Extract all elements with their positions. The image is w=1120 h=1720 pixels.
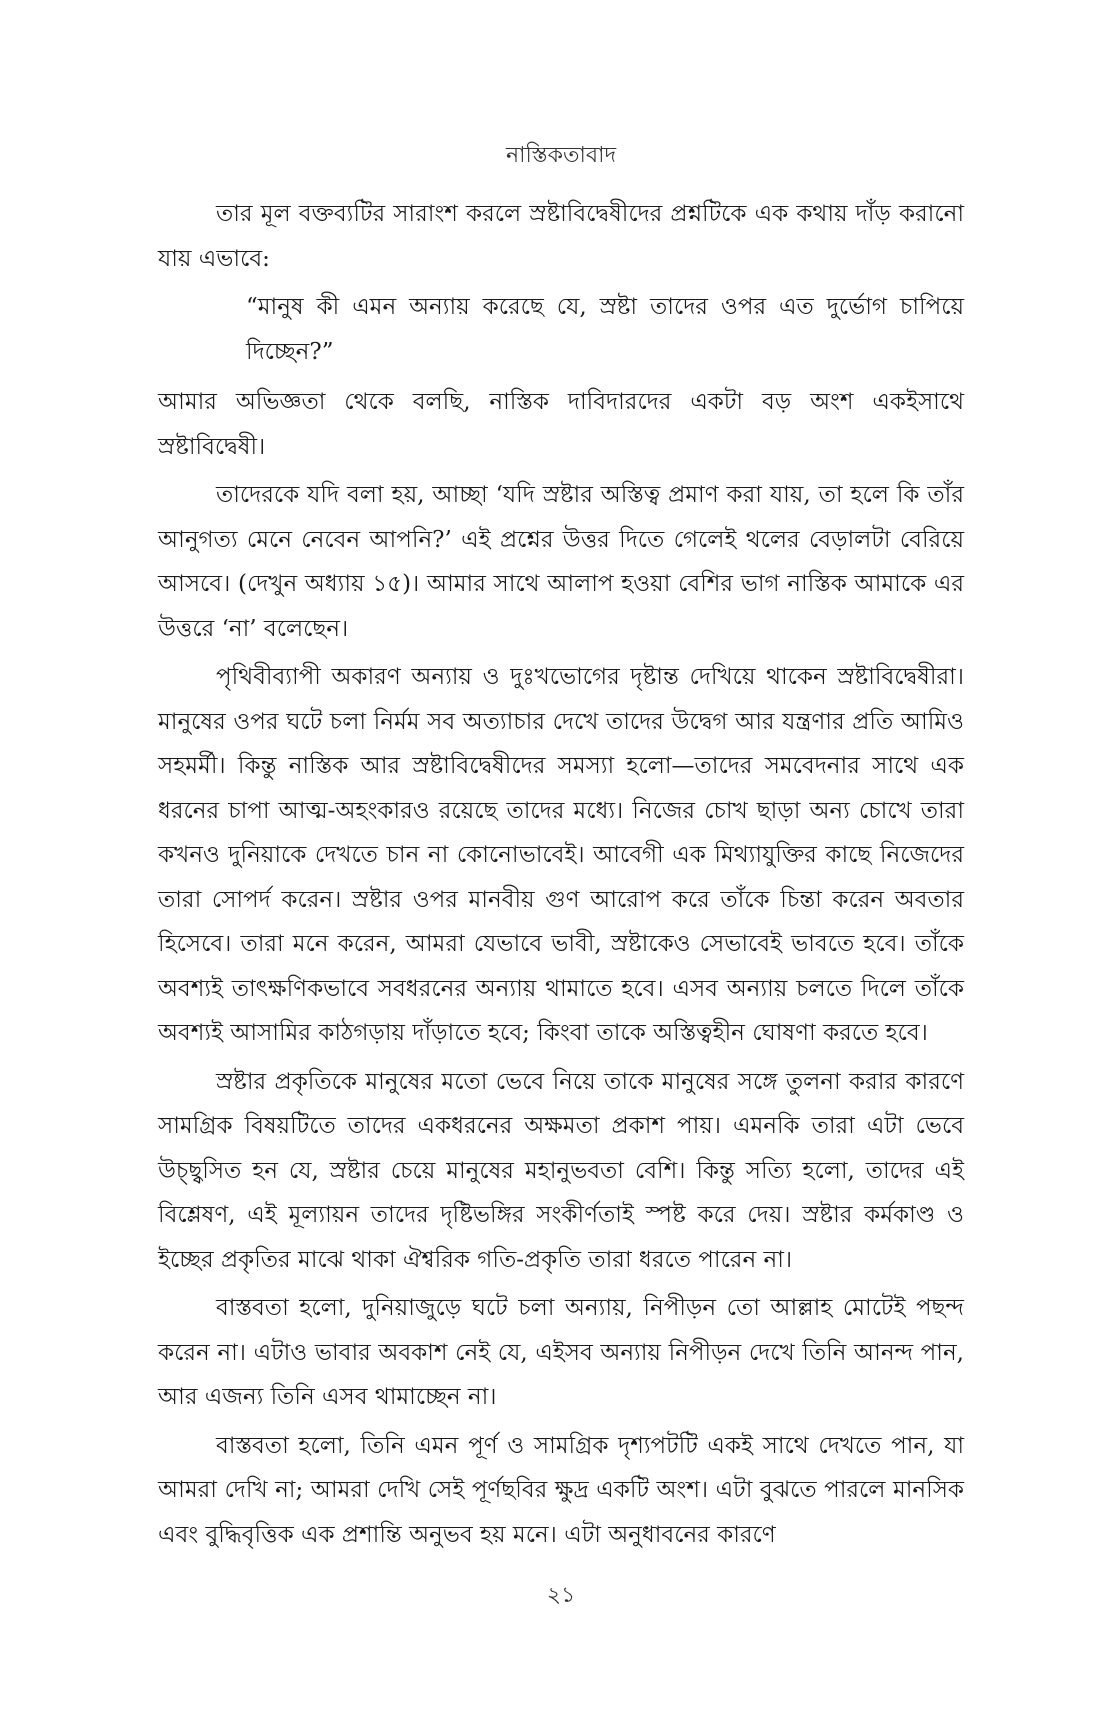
block-quote: “মানুষ কী এমন অন্যায় করেছে যে, স্রষ্টা তাদের ওপর এত দুর্ভোগ চাপিয়ে দিচ্ছেন?” [246,294,964,365]
paragraph-5: স্রষ্টার প্রকৃতিকে মানুষের মতো ভেবে নিয়ে তাকে মানুষের সঙ্গে তুলনা করার কারণে সামগ্রিক বিষয়টিতে তাদের একধরনের অক্ষমতা প্রকাশ পায়। এমনকি তারা এটা ভেবে উচ্ছ্বসিত হন যে, স্রষ্টার চেয়ে মানুষের মহানুভবতা বেশি। কিন্তু সত্যি হলো, তাদের এই বিশ্লেষণ, এই মূল্যায়ন তাদের দৃষ্টিভঙ্গির সংকীর্ণতাই স্পষ্ট করে দেয়। স্রষ্টার কর্মকাণ্ড ও ইচ্ছের প্রকৃতির মাঝে থাকা ঐশ্বরিক গতি-প্রকৃতি তারা ধরতে পারেন না। [158,1068,964,1273]
paragraph-1: তার মূল বক্তব্যটির সারাংশ করলে স্রষ্টাবিদ্বেষীদের প্রশ্নটিকে এক কথায় দাঁড় করানো যায় এভাবে: [158,201,964,272]
paragraph-3: তাদেরকে যদি বলা হয়, আচ্ছা ‘যদি স্রষ্টার অস্তিত্ব প্রমাণ করা যায়, তা হলে কি তাঁর আনুগত্য মেনে নেবেন আপনি?’ এই প্রশ্নের উত্তর দিতে গেলেই থলের বেড়ালটা বেরিয়ে আসবে। (দেখুন অধ্যায় ১৫)। আমার সাথে আলাপ হওয়া বেশির ভাগ নাস্তিক আমাকে এর উত্তরে ‘না’ বলেছেন। [158,482,964,642]
paragraph-7: বাস্তবতা হলো, তিনি এমন পূর্ণ ও সামগ্রিক দৃশ্যপটটি একই সাথে দেখতে পান, যা আমরা দেখি না; আমরা দেখি সেই পূর্ণছবির ক্ষুদ্র একটি অংশ। এটা বুঝতে পারলে মানসিক এবং বুদ্ধিবৃত্তিক এক প্রশান্তি অনুভব হয় মনে। এটা অনুধাবনের কারণে [158,1432,964,1548]
body-text [158,192,964,1561]
book-page [158,0,964,1720]
paragraph-4: পৃথিবীব্যাপী অকারণ অন্যায় ও দুঃখভোগের দৃষ্টান্ত দেখিয়ে থাকেন স্রষ্টাবিদ্বেষীরা। মানুষের ওপর ঘটে চলা নির্মম সব অত্যাচার দেখে তাদের উদ্বেগ আর যন্ত্রণার প্রতি আমিও সহমর্মী। কিন্তু নাস্তিক আর স্রষ্টাবিদ্বেষীদের সমস্যা হলো—তাদের সমবেদনার সাথে এক ধরনের চাপা আত্ম-অহংকারও রয়েছে তাদের মধ্যে। নিজের চোখ ছাড়া অন্য চোখে তারা কখনও দুনিয়াকে দেখতে চান না কোনোভাবেই। আবেগী এক মিথ্যাযুক্তির কাছে নিজেদের তারা সোপর্দ করেন। স্রষ্টার ওপর মানবীয় গুণ আরোপ করে তাঁকে চিন্তা করেন অবতার হিসেবে। তারা মনে করেন, আমরা যেভাবে ভাবী, স্রষ্টাকেও সেভাবেই ভাবতে হবে। তাঁকে অবশ্যই তাৎক্ষণিকভাবে সবধরনের অন্যায় থামাতে হবে। এসব অন্যায় চলতে দিলে তাঁকে অবশ্যই আসামির কাঠগড়ায় দাঁড়াতে হবে; কিংবা তাকে অস্তিত্বহীন ঘোষণা করতে হবে। [158,664,964,1046]
running-header: নাস্তিকতাবাদ [505,143,617,168]
paragraph-6: বাস্তবতা হলো, দুনিয়াজুড়ে ঘটে চলা অন্যায়, নিপীড়ন তো আল্লাহ মোটেই পছন্দ করেন না। এটাও ভাবার অবকাশ নেই যে, এইসব অন্যায় নিপীড়ন দেখে তিনি আনন্দ পান, আর এজন্য তিনি এসব থামাচ্ছেন না। [158,1295,964,1410]
paragraph-2: আমার অভিজ্ঞতা থেকে বলছি, নাস্তিক দাবিদারদের একটা বড় অংশ একইসাথে স্রষ্টাবিদ্বেষী। [158,389,964,460]
page-number: ২১ [546,1583,576,1608]
